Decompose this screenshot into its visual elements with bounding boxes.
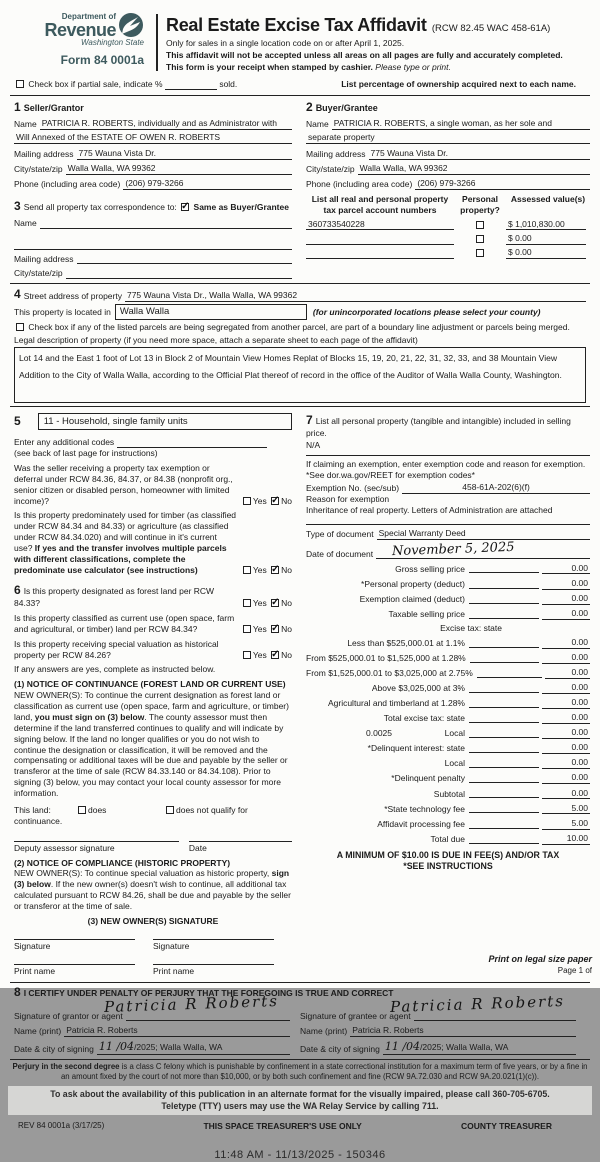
money-label: *Personal property (deduct) (361, 578, 465, 589)
grantee-date-handwritten: 11 /04 (384, 1040, 421, 1054)
money-amount-field[interactable]: 5.00 (542, 803, 590, 815)
money-amount-field[interactable]: 0.00 (542, 563, 590, 575)
forest-land-question: Is this property designated as forest land per RCW 84.33? (14, 585, 215, 609)
new-owner-print-line-2[interactable]: Print name (153, 964, 274, 977)
exemption-no-label: Exemption No. (sec/sub) (306, 482, 400, 493)
partial-sale-row (10, 75, 590, 96)
grantor-date-city-field[interactable] (97, 1040, 290, 1055)
money-label: *Delinquent interest: state (367, 743, 465, 754)
footer-row (10, 1115, 590, 1132)
q1-no-checkbox[interactable] (271, 497, 279, 505)
divider (306, 455, 590, 456)
corr-mailing-field[interactable] (77, 254, 292, 264)
money-amount-field[interactable]: 0.00 (542, 697, 590, 709)
deputy-assessor-signature-line[interactable]: Deputy assessor signature (14, 841, 179, 854)
form-header (10, 6, 590, 75)
seller-city-label: City/state/zip (14, 164, 63, 175)
page-indicator: Page 1 of (557, 965, 592, 975)
money-amount-field[interactable]: 0.00 (542, 637, 590, 649)
money-amount-field[interactable]: 0.00 (542, 788, 590, 800)
grantee-name-print-label: Name (print) (300, 1025, 348, 1036)
no-label: No (281, 495, 292, 506)
yes-label: Yes (252, 598, 267, 609)
local-rate-value: 0.0025 (366, 728, 392, 739)
perjury-notice: Perjury in the second degree is a class C felony which is punishable by confinement in a state correctional institution for a maximum term of five years, or by a fine in an amount fixed by the court of not more than $10,000, or by both such confinement and fine (RCW 9A.72.030 and RCW 9A.20.021(1)(c)). (10, 1059, 590, 1084)
money-label: Exemption claimed (deduct) (359, 593, 465, 604)
seller-mailing-field[interactable]: 775 Wauna Vista Dr. (77, 148, 292, 160)
grantor-date-rest: /2025; Walla Walla, WA (134, 1042, 223, 1053)
minimum-due-note: A MINIMUM OF $10.00 IS DUE IN FEE(S) AND/OR TAX (336, 849, 560, 860)
money-label: Taxable selling price (388, 608, 465, 619)
grantee-signature-label: Signature of grantee or agent (300, 1010, 411, 1021)
buyer-phone-field[interactable]: (206) 979-3266 (415, 178, 590, 190)
q2-yes-checkbox[interactable] (243, 566, 251, 574)
treasurer-space-label: THIS SPACE TREASURER'S USE ONLY (203, 1120, 362, 1131)
page-title: Real Estate Excise Tax Affidavit (166, 15, 427, 35)
seller-phone-field[interactable]: (206) 979-3266 (123, 178, 292, 190)
grantor-date-city-label: Date & city of signing (14, 1044, 94, 1055)
yes-label: Yes (252, 623, 267, 634)
q1-yes-checkbox[interactable] (243, 497, 251, 505)
header-note-2: This affidavit will not be accepted unless all areas on all pages are fully and accurately completed. (166, 49, 563, 60)
grantor-signature-label: Signature of grantor or agent (14, 1010, 123, 1021)
money-label: From $1,525,000.01 to $3,025,000 at 2.75% (306, 668, 473, 678)
does-checkbox[interactable] (78, 806, 86, 814)
parcel-row (306, 233, 590, 245)
new-owner-signature-line-2[interactable]: Signature (153, 939, 274, 952)
seller-name-field[interactable]: PATRICIA R. ROBERTS, individually and as Administrator with (40, 118, 292, 130)
certify-statement: I CERTIFY UNDER PENALTY OF PERJURY THAT THE FOREGOING IS TRUE AND CORRECT (23, 987, 394, 998)
form-number: Form 84 0001a (60, 52, 144, 67)
money-label: *Delinquent penalty (391, 773, 465, 784)
parcel-row (306, 219, 590, 231)
buyer-name-label: Name (306, 119, 329, 130)
section3-heading: Send all property tax correspondence to: (23, 202, 177, 213)
money-label: Agricultural and timberland at 1.28% (327, 698, 465, 709)
q3-yes-checkbox[interactable] (243, 599, 251, 607)
if-any-note: If any answers are yes, complete as instructed below. (14, 664, 216, 675)
money-amount-field[interactable]: 0.00 (542, 712, 590, 724)
cashier-stamp: 11:48 AM - 11/13/2025 - 150346 (214, 1148, 386, 1161)
money-amount-field[interactable]: 0.00 (542, 742, 590, 754)
header-note-1: Only for sales in a single location code on or after April 1, 2025. (166, 38, 405, 49)
date-of-document-handwritten: November 5, 2025 (391, 539, 515, 559)
parcel-header-assessed: Assessed value(s) (510, 194, 586, 205)
grantee-name-print-field[interactable]: Patricia R. Roberts (350, 1025, 576, 1037)
parcel-number-field[interactable] (306, 235, 454, 245)
new-owner-signature-line-1[interactable]: Signature (14, 939, 135, 952)
header-note-3-italic: Please type or print. (375, 61, 451, 72)
see-back-note: (see back of last page for instructions) (14, 448, 158, 459)
money-label: Gross selling price (395, 563, 465, 574)
section3-number: 3 (14, 199, 21, 214)
grantee-signature-script: Patricia R Roberts (389, 992, 566, 1017)
money-amount-field[interactable]: 0.00 (542, 578, 590, 590)
money-label: Local (444, 758, 465, 769)
land-use-code-select[interactable]: 11 - Household, single family units (38, 413, 292, 430)
buyer-name-field-line2[interactable]: separate property (306, 132, 590, 144)
located-in-label: This property is located in (14, 306, 111, 317)
deputy-assessor-row (14, 841, 292, 854)
corr-name-field-line2[interactable] (14, 240, 292, 250)
section1-number: 1 (14, 99, 21, 114)
parcel-table (306, 194, 590, 259)
exemption-deferral-question: Was the seller receiving a property tax exemption or deferral under RCW 84.36, 84.37, or 84.38 (nonprofit org., senior citizen or disabled person, homeowner with limited income)? (14, 462, 233, 506)
dor-name: Revenue (44, 20, 116, 41)
tax-computation (306, 563, 590, 845)
new-owner-print-row (14, 964, 292, 977)
personal-property-checkbox[interactable] (476, 249, 484, 257)
deputy-date-line[interactable]: Date (189, 841, 292, 854)
revenue-swirl-icon (118, 12, 144, 38)
header-divider (156, 14, 158, 71)
type-of-document-field[interactable]: Special Warranty Deed (377, 528, 590, 540)
notice2-body: NEW OWNER(S): To continue special valuation as historic property, sign (3) below. If the new owner(s) doesn't wish to continue, all additional tax calculated pursuant to RCW 84.26, shall be due and payable by the seller or transferor at the time of sale. (14, 868, 291, 912)
yes-label: Yes (252, 649, 267, 660)
seller-name-field-line2[interactable]: Will Annexed of the ESTATE OF OWEN R. ROBERTS (14, 132, 292, 144)
header-note-3: This form is your receipt when stamped by cashier. (166, 61, 373, 72)
section6-number: 6 (14, 582, 21, 597)
parcel-row (306, 247, 590, 259)
corr-city-label: City/state/zip (14, 267, 63, 278)
grantor-date-handwritten: 11 /04 (98, 1040, 135, 1054)
section4-property (10, 283, 590, 403)
classification-tax-row (10, 406, 590, 977)
notice3-title: (3) NEW OWNER(S) SIGNATURE (87, 915, 219, 926)
title-rcw-reference: (RCW 82.45 WAC 458-61A) (431, 23, 551, 34)
same-as-buyer-checkbox[interactable] (181, 203, 189, 211)
money-amount-field[interactable]: 0.00 (542, 727, 590, 739)
no-label: No (281, 564, 292, 575)
money-amount-field[interactable]: 0.00 (545, 667, 590, 679)
dor-logo (24, 12, 152, 68)
money-label: Less than $525,000.01 at 1.1% (347, 637, 465, 648)
personal-property-checkbox[interactable] (476, 235, 484, 243)
parties-row (10, 96, 590, 279)
money-amount-field[interactable]: 0.00 (542, 608, 590, 620)
current-use-question: Is this property classified as current use (open space, farm and agricultural, or timber) land per RCW 84.34? (14, 612, 235, 634)
section5-number: 5 (14, 413, 21, 428)
excise-tax-state-heading: Excise tax: state (440, 622, 502, 633)
money-label: Local (444, 728, 465, 739)
continuance-label: continuance. (14, 815, 63, 826)
personal-property-checkbox[interactable] (476, 221, 484, 229)
historic-question: Is this property receiving special valuation as historical property per RCW 84.26? (14, 638, 219, 660)
buyer-mailing-label: Mailing address (306, 148, 366, 159)
timber-question: Is this property predominately used for timber (as classified under RCW 84.34 and 84.33) or agriculture (as classified under RCW 84.34.020) and will continue in it's current use? (14, 510, 237, 554)
grantee-date-rest: /2025; Walla Walla, WA (420, 1042, 509, 1053)
assessed-value-field[interactable]: $ 0.00 (506, 233, 586, 245)
money-label: Total excise tax: state (383, 713, 465, 724)
buyer-city-label: City/state/zip (306, 164, 355, 175)
no-label: No (281, 623, 292, 634)
money-label: From $525,000.01 to $1,525,000 at 1.28% (306, 652, 466, 663)
does-not-checkbox[interactable] (166, 806, 174, 814)
new-owner-signature-row (14, 939, 292, 952)
this-land-label: This land: (14, 804, 51, 815)
partial-sold-label: sold. (219, 78, 238, 89)
no-label: No (281, 598, 292, 609)
money-amount-field[interactable]: 0.00 (542, 652, 590, 664)
grantor-name-print-label: Name (print) (14, 1025, 62, 1036)
partial-sale-label: Check box if partial sale, indicate % (28, 78, 163, 89)
section8-certification (10, 982, 590, 1056)
see-instructions-note: *SEE INSTRUCTIONS (403, 860, 493, 871)
q3-no-checkbox[interactable] (271, 599, 279, 607)
money-amount-field[interactable]: 5.00 (542, 818, 590, 830)
street-address-field[interactable]: 775 Wauna Vista Dr., Walla Walla, WA 99362 (125, 290, 586, 302)
money-amount-field[interactable]: 0.00 (542, 593, 590, 605)
additional-codes-field[interactable] (117, 438, 267, 448)
no-label: No (281, 649, 292, 660)
yes-label: Yes (252, 564, 267, 575)
corr-name-field[interactable] (40, 219, 292, 229)
date-of-document-label: Date of document (306, 548, 374, 559)
land-qualify-row (14, 805, 292, 827)
section4-number: 4 (14, 286, 21, 301)
legal-description-field[interactable]: Lot 14 and the East 1 foot of Lot 13 in Block 2 of Mountain View Homes Replat of Blocks 15, 19, 20, 21, 22, 31, 32, 33, and 38 Mountain View Addition to the City of Walla Walla, according to the Official Plat thereof of record in the office of the Auditor of Walla Walla County, Washington. (14, 347, 586, 403)
grantee-date-city-label: Date & city of signing (300, 1044, 380, 1055)
corr-city-field[interactable] (66, 269, 292, 279)
partial-sale-checkbox[interactable] (16, 80, 24, 88)
money-amount-field[interactable]: 10.00 (542, 833, 590, 845)
segregated-label: Check box if any of the listed parcels are being segregated from another parcel, are part of a boundary line adjustment or parcels being merged. (28, 322, 570, 333)
money-amount-field[interactable]: 0.00 (542, 682, 590, 694)
parcel-header-numbers: List all real and personal property tax parcel account numbers (311, 194, 449, 216)
q4-yes-checkbox[interactable] (243, 625, 251, 633)
grantee-date-city-field[interactable] (383, 1040, 576, 1055)
divider (306, 524, 590, 525)
timber-question-bold: If yes and the transfer involves multiple parcels with different classifications, complete the predominate use calculator (see instructions) (14, 543, 227, 575)
money-label: Above $3,025,000 at 3% (371, 683, 465, 694)
section8-number: 8 (14, 984, 21, 999)
grantor-name-print-field[interactable]: Patricia R. Roberts (64, 1025, 290, 1037)
section7-number: 7 (306, 413, 313, 428)
money-label: Subtotal (433, 788, 465, 799)
located-in-note: (for unincorporated locations please select your county) (312, 306, 541, 317)
notice1-body: NEW OWNER(S): To continue the current designation as forest land or classification as current use (open space, farm and agriculture, or timber) land, you must sign on (3) below. The county assessor must then determine if the land transferred continues to qualify and will indicate by signing below. If the land no longer qualifies or you do not wish to continue the designation or classification, it will be removed and the compensating or additional taxes will be due and payable by the seller or transferor at the time of sale (RCW 84.33.140 or 84.34.108). Prior to signing (3) below, you may contact your local county assessor for more information. (14, 690, 289, 799)
money-label: *State technology fee (384, 803, 465, 814)
buyer-phone-label: Phone (including area code) (306, 179, 413, 190)
grantor-signature-script: Patricia R Roberts (103, 992, 280, 1017)
q4-no-checkbox[interactable] (271, 625, 279, 633)
buyer-name-field[interactable]: PATRICIA R. ROBERTS, a single woman, as her sole and (332, 118, 590, 130)
seller-name-label: Name (14, 119, 37, 130)
q5-yes-checkbox[interactable] (243, 651, 251, 659)
partial-percent-field[interactable] (165, 81, 217, 90)
parcel-header-personal: Personal property? (460, 194, 500, 216)
notice1-title: (1) NOTICE OF CONTINUANCE (FOREST LAND OR CURRENT USE) (14, 679, 286, 690)
q5-no-checkbox[interactable] (271, 651, 279, 659)
q2-no-checkbox[interactable] (271, 566, 279, 574)
assessed-value-field[interactable]: $ 1,010,830.00 (506, 219, 586, 231)
section2-number: 2 (306, 99, 313, 114)
money-amount-field[interactable]: 0.00 (542, 757, 590, 769)
money-label: Affidavit processing fee (377, 818, 465, 829)
located-in-select[interactable]: Walla Walla (115, 304, 307, 320)
section1-heading: Seller/Grantor (23, 102, 84, 113)
corr-name-label: Name (14, 218, 37, 229)
county-treasurer-label: COUNTY TREASURER (460, 1120, 552, 1131)
money-label: Total due (430, 833, 465, 844)
buyer-mailing-field[interactable]: 775 Wauna Vista Dr. (369, 148, 590, 160)
same-as-buyer-label: Same as Buyer/Grantee (193, 202, 289, 213)
personal-property-field[interactable]: N/A (306, 440, 321, 451)
exemption-no-field[interactable]: 458-61A-202(6)(f) (402, 482, 590, 494)
dor-sub-line: Washington State (80, 38, 144, 48)
section7-label: List all personal property (tangible and intangible) included in selling price. (306, 416, 571, 439)
legal-description-label: Legal description of property (if you need more space, attach a separate sheet to each page of the affidavit) (14, 335, 418, 346)
does-not-label: does not qualify for (176, 804, 248, 815)
dor-dept-line: Department of (61, 12, 116, 21)
parcel-number-field[interactable]: 360733540228 (306, 219, 454, 231)
accessibility-band: To ask about the availability of this publication in an alternate format for the visually impaired, please call 360-705-6705. Teletype (TTY) users may use the WA Relay Service by calling 711. (8, 1086, 592, 1115)
yes-label: Yes (252, 495, 267, 506)
new-owner-print-line-1[interactable]: Print name (14, 964, 135, 977)
does-label: does (88, 804, 107, 815)
buyer-city-field[interactable]: Walla Walla, WA 99362 (358, 163, 590, 175)
notice2-title: (2) NOTICE OF COMPLIANCE (HISTORIC PROPERTY) (14, 857, 231, 868)
exemption-intro: If claiming an exemption, enter exemption code and reason for exemption. *See dor.wa.gov/REET for exemption codes* (306, 459, 586, 480)
additional-codes-label: Enter any additional codes (14, 437, 115, 448)
corr-mailing-label: Mailing address (14, 253, 74, 264)
section2-heading: Buyer/Grantee (315, 102, 378, 113)
seller-mailing-label: Mailing address (14, 148, 74, 159)
parcel-number-field[interactable] (306, 249, 454, 259)
reason-exemption-field[interactable]: Inheritance of real property. Letters of Administration are attached (306, 504, 553, 515)
rev-form-id: REV 84 0001a (3/17/25) (18, 1120, 105, 1130)
street-address-label: Street address of property (23, 291, 122, 302)
money-amount-field[interactable]: 0.00 (542, 772, 590, 784)
ownership-note: List percentage of ownership acquired next to each name. (341, 78, 576, 89)
type-of-document-label: Type of document (306, 529, 374, 539)
assessed-value-field[interactable]: $ 0.00 (506, 247, 586, 259)
seller-city-field[interactable]: Walla Walla, WA 99362 (66, 163, 292, 175)
seller-phone-label: Phone (including area code) (14, 179, 121, 190)
date-of-document-field[interactable] (376, 539, 590, 560)
segregated-checkbox[interactable] (16, 323, 24, 331)
print-legal-note: Print on legal size paper (488, 954, 592, 965)
reason-exemption-label: Reason for exemption (306, 493, 390, 504)
